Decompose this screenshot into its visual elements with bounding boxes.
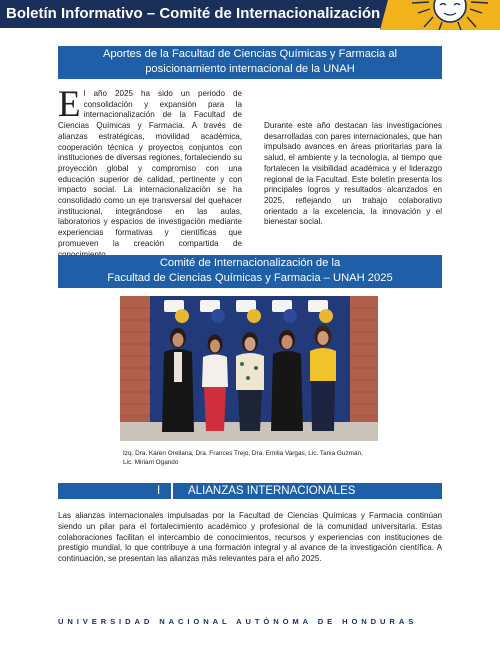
intro-paragraph-2: Durante este año destacan las investigaciones desarrolladas con pares internacionales, que han impulsado avances en áreas prioritarias para la salud, el ambiente y la tecnología, al tiempo que fortalecen la visibilidad académica y el liderazgo regional de la Facultad. Este boletín presenta los principales logros y resultados alcanzados en 2025, reflejando un trabajo colaborativo orientado a la excelencia, la innovación y el bienestar social. — [264, 121, 442, 227]
column-spacer — [264, 89, 442, 100]
committee-photo — [120, 296, 378, 441]
header-title: Boletín Informativo – Comité de Internacionalización — [6, 5, 381, 22]
committee-photo-illustration — [120, 296, 378, 441]
section2-heading — [58, 255, 442, 288]
section1-heading-line1: Aportes de la Facultad de Ciencias Químicas y Farmacia al — [102, 48, 398, 60]
footer-university-name: UNIVERSIDAD NACIONAL AUTÓNOMA DE HONDURAS — [58, 617, 418, 626]
section3-heading — [58, 483, 442, 499]
section3-body: Las alianzas internacionales impulsadas por la Facultad de Ciencias Químicas y Farmacia continúan siendo un pilar para el fortalecimiento académico y profesional de la comunidad universitaria. Estas colaboraciones facilitan el intercambio de conocimientos, recursos y experiencias con instituciones de prestigio mundial, lo que contribuye a una formación integral y al avance de la investigación científica. A continuación, se presentan las alianzas más relevantes para el año 2025. — [58, 511, 442, 564]
section3-number: I — [157, 485, 161, 497]
section2-heading-line1: Comité de Internacionalización de la — [159, 257, 341, 269]
sun-icon — [380, 0, 500, 30]
intro-column-right — [264, 89, 442, 238]
header-bar — [0, 0, 500, 28]
intro-column-left — [58, 84, 242, 260]
section3-divider — [171, 483, 173, 499]
intro-paragraph-1: l año 2025 ha sido un periodo de consolidación y expansión para la internacionalización de la Facultad de Ciencias Químicas y Farmacia. A través de alianzas estratégicas, movilidad académica, cooperación técnica y proyectos conjuntos con instituciones de diversas regiones, fortaleciendo su proyección global y compromiso con una educación superior de calidad, pertinente y con impacto social. La internacionalización se ha consolidado como un eje transversal del quehacer institucional, integrándose en las aulas, laboratorios y espacios de investigación mediante experiencias formativas y científicas que promueven la creación compartida de — [58, 89, 242, 248]
section1-heading — [58, 46, 442, 79]
section1-heading-line2: posicionamiento internacional de la UNAH — [145, 63, 355, 75]
column-spacer — [264, 100, 442, 121]
section2-heading-line2: Facultad de Ciencias Químicas y Farmacia – UNAH 2025 — [107, 272, 393, 284]
section3-title: ALIANZAS INTERNACIONALES — [188, 485, 356, 497]
photo-caption: Izq. Dra. Karen Orellana, Dra. Frances Trejo, Dra. Emilia Vargas, Lic. Tania Guzmán, Lic. Miriam Ogando — [123, 450, 363, 466]
dropcap: E — [58, 84, 81, 125]
